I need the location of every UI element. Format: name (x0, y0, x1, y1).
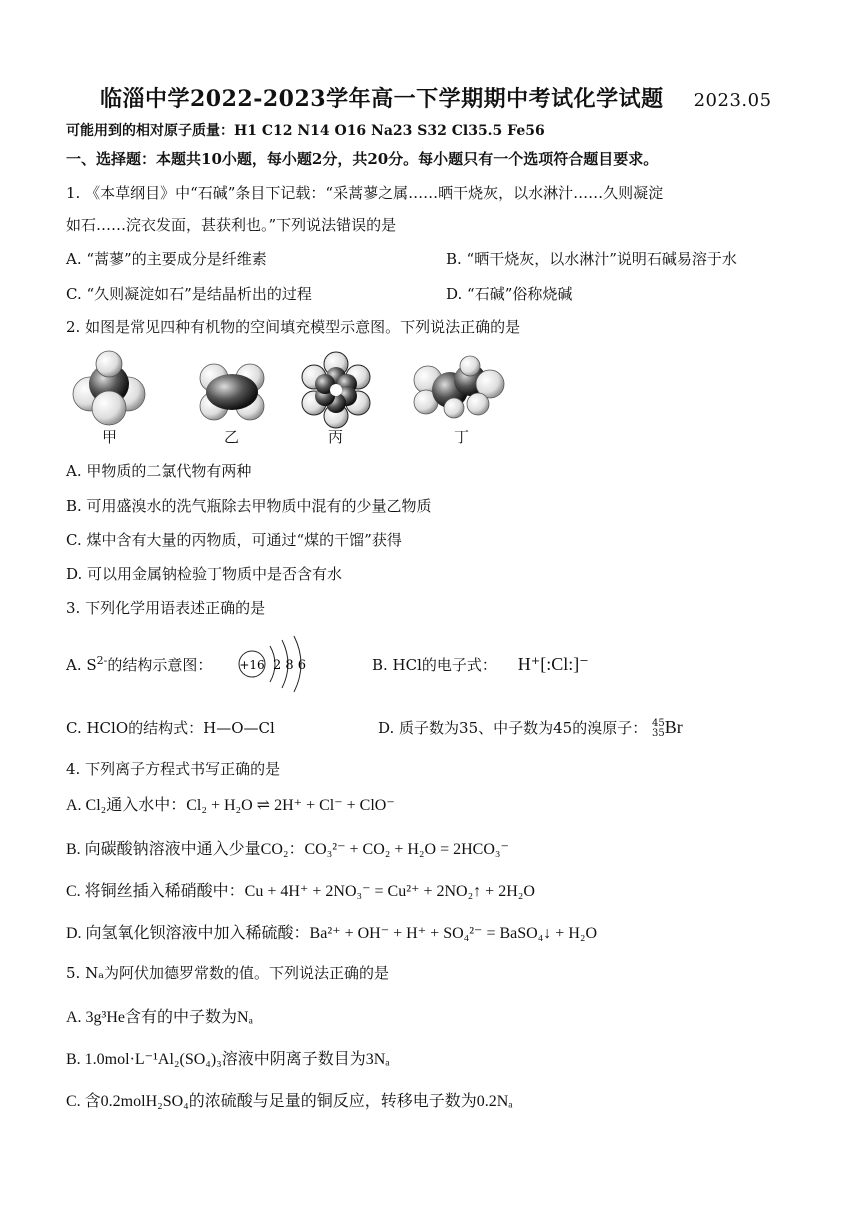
q1-option-b: B. “晒干烧灰，以水淋汁”说明石碱易溶于水 (446, 250, 737, 268)
q2-option-a: A. 甲物质的二氯代物有两种 (66, 462, 252, 480)
q3-option-a (66, 654, 212, 675)
label-ding: 丁 (454, 428, 470, 446)
q1-option-c: C. “久则凝淀如石”是结晶析出的过程 (66, 285, 312, 303)
label-yi: 乙 (224, 428, 240, 446)
q4-option-b: B. 向碳酸钠溶液中通入少量CO₂：CO₃²⁻ + CO₂ + H₂O = 2HCO₃⁻ (66, 841, 509, 858)
exam-title (100, 82, 772, 113)
nucleus-charge: +16 (239, 658, 265, 672)
electron-shells: 2 8 6 (273, 658, 307, 673)
q3-stem: 3. 下列化学用语表述正确的是 (66, 599, 266, 617)
q3-d-text: D. 质子数为35、中子数为45的溴原子： (378, 719, 648, 737)
q4-stem: 4. 下列离子方程式书写正确的是 (66, 760, 281, 778)
q1-stem-line1: 1. 《本草纲目》中“石碱”条目下记载：“采蒿蓼之属……晒干烧灰，以水淋汁……久则凝淀 (66, 184, 664, 202)
q3-option-c: C. HClO的结构式：H—O—Cl (66, 719, 275, 737)
q4-option-c: C. 将铜丝插入稀硝酸中：Cu + 4H⁺ + 2NO₃⁻ = Cu²⁺ + 2NO₂↑ + 2H₂O (66, 883, 535, 900)
section-heading: 一、选择题：本题共10小题，每小题2分，共20分。每小题只有一个选项符合题目要求。 (66, 150, 659, 168)
exam-date: 2023.05 (693, 90, 772, 111)
label-jia: 甲 (102, 428, 118, 446)
q4-option-d: D. 向氢氧化钡溶液中加入稀硫酸：Ba²⁺ + OH⁻ + H⁺ + SO₄²⁻ = BaSO₄↓ + H₂O (66, 925, 598, 942)
label-bing: 丙 (328, 428, 344, 446)
q2-option-d: D. 可以用金属钠检验丁物质中是否含有水 (66, 565, 343, 583)
q5-option-a: A. 3g³He含有的中子数为Nₐ (66, 1009, 253, 1026)
q3-a-prefix: A. S (66, 656, 97, 674)
q4-option-a: A. Cl₂通入水中：Cl₂ + H₂O ⇌ 2H⁺ + Cl⁻ + ClO⁻ (66, 797, 395, 814)
bromine-symbol: Br (664, 717, 683, 737)
hcl-electron-formula: H⁺[:Cl:]⁻ (517, 654, 589, 674)
atomic-number: 35 (652, 728, 665, 739)
ethanol-model (414, 356, 504, 418)
q2-option-c: C. 煤中含有大量的丙物质，可通过“煤的干馏”获得 (66, 531, 402, 549)
q2-option-b: B. 可用盛溴水的洗气瓶除去甲物质中混有的少量乙物质 (66, 497, 432, 515)
benzene-model (302, 352, 370, 428)
q1-option-a: A. “蒿蓼”的主要成分是纤维素 (66, 250, 267, 268)
q1-stem-line2: 如石……浣衣发面，甚获利也。”下列说法错误的是 (66, 216, 397, 234)
q3-option-b (372, 654, 589, 675)
q3-a-charge: 2- (96, 654, 108, 667)
q5-stem: 5. Nₐ为阿伏加德罗常数的值。下列说法正确的是 (66, 964, 389, 982)
atomic-mass-line: 可能用到的相对原子质量：H1 C12 N14 O16 Na23 S32 Cl35.5 Fe56 (66, 123, 545, 139)
isotope-numbers (652, 719, 665, 739)
q3-a-text: 的结构示意图： (107, 656, 213, 674)
title-text: 临淄中学2022-2023学年高一下学期期中考试化学试题 (100, 86, 664, 112)
mass-number: 45 (652, 718, 665, 729)
q3-b-text: B. HCl的电子式： (372, 656, 497, 674)
q5-option-c: C. 含0.2molH₂SO₄的浓硫酸与足量的铜反应，转移电子数为0.2Nₐ (66, 1093, 513, 1110)
molecule-models-figure (66, 350, 506, 450)
q2-stem: 2. 如图是常见四种有机物的空间填充模型示意图。下列说法正确的是 (66, 318, 521, 336)
sulfur-ion-diagram (232, 632, 322, 696)
space-filling-models (66, 350, 506, 430)
ethylene-model (200, 364, 264, 420)
q5-option-b: B. 1.0mol·L⁻¹Al₂(SO₄)₃溶液中阴离子数目为3Nₐ (66, 1051, 390, 1068)
q3-option-d (378, 717, 683, 739)
methane-model (73, 351, 145, 425)
q1-option-d: D. “石碱”俗称烧碱 (446, 285, 573, 303)
